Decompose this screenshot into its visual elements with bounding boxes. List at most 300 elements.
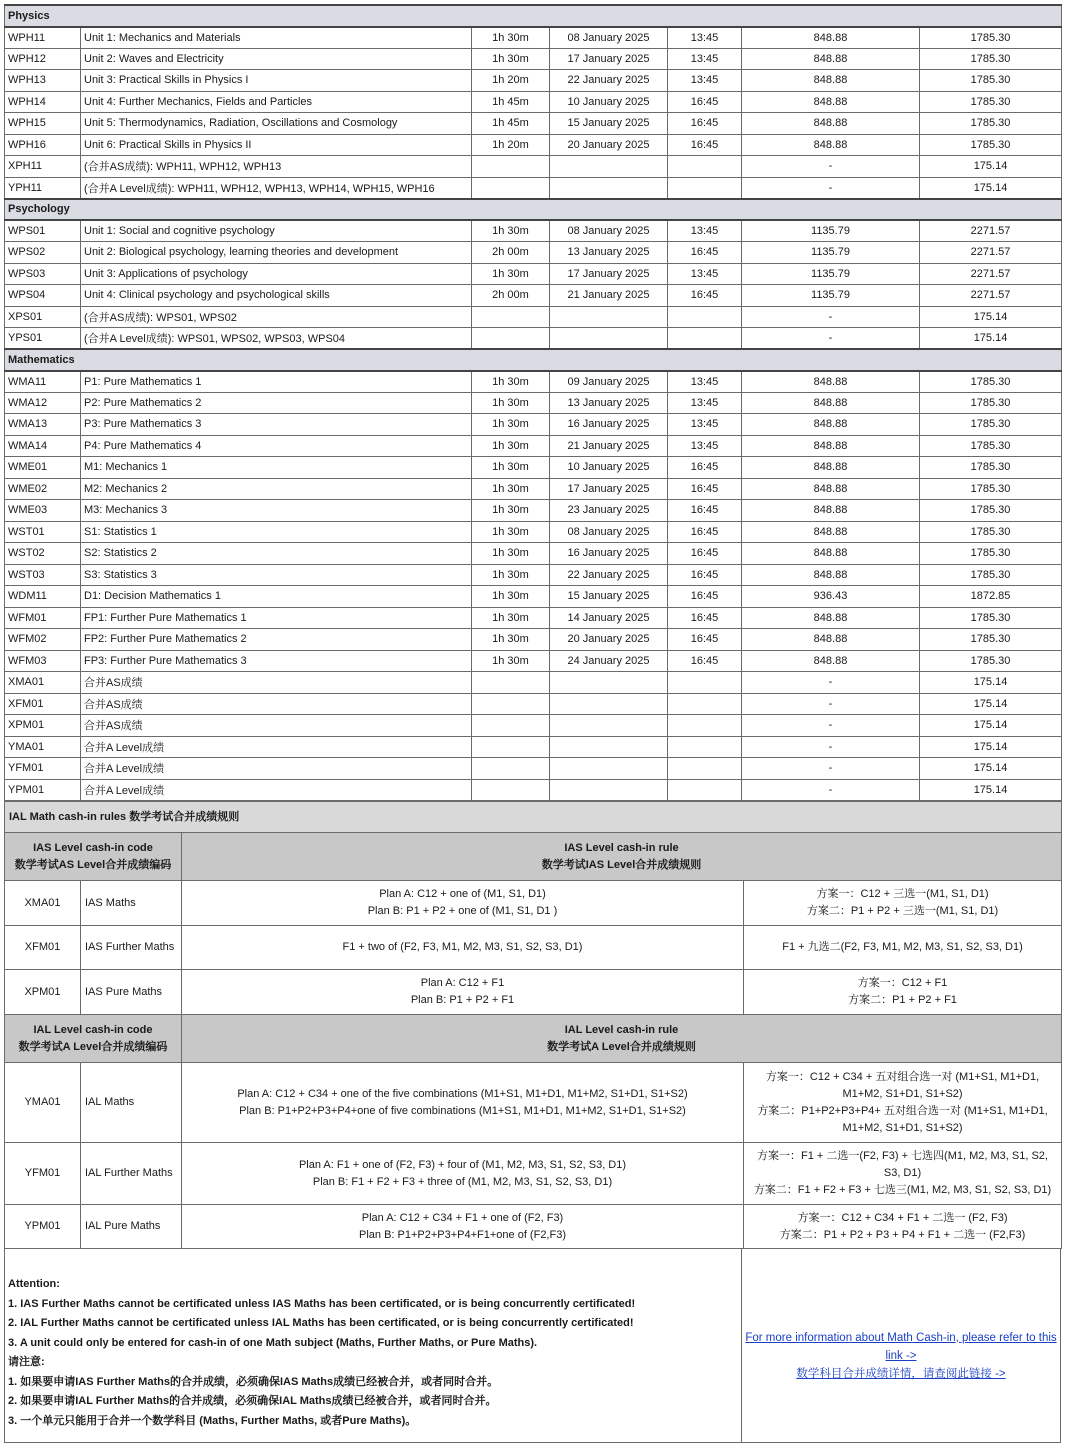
unit-title: FP2: Further Pure Mathematics 2 [81, 629, 472, 651]
duration [472, 715, 550, 737]
table-row [5, 27, 1062, 49]
exam-date: 16 January 2025 [550, 543, 668, 565]
table-row [5, 779, 1062, 801]
unit-code: YFM01 [5, 758, 81, 780]
exam-date [550, 672, 668, 694]
duration [472, 306, 550, 328]
duration: 2h 00m [472, 242, 550, 264]
rule-line: Plan B: P1 + P2 + F1 [410, 994, 515, 1006]
fee-2: 1785.30 [920, 113, 1062, 135]
fee-2: 175.14 [920, 715, 1062, 737]
cash-rule-header [182, 833, 1062, 881]
exam-date: 20 January 2025 [550, 134, 668, 156]
unit-title: FP3: Further Pure Mathematics 3 [81, 650, 472, 672]
duration: 1h 30m [472, 629, 550, 651]
exam-date: 20 January 2025 [550, 629, 668, 651]
unit-title: (合并AS成绩): WPH11, WPH12, WPH13 [81, 156, 472, 178]
rule-line: 方案一：C12 + C34 + 五对组合选一对 (M1+S1, M1+D1, M1+M2, S1+D1, S1+S2) [765, 1070, 1040, 1100]
exam-date: 13 January 2025 [550, 392, 668, 414]
unit-code: WFM01 [5, 607, 81, 629]
cash-rule-row [5, 1205, 1062, 1249]
link-more-info-en[interactable]: For more information about Math Cash-in, please refer to this link -> [745, 1331, 1057, 1362]
table-row [5, 543, 1062, 565]
duration: 1h 30m [472, 263, 550, 285]
unit-code: WMA13 [5, 414, 81, 436]
fee-1: 848.88 [742, 392, 920, 414]
fee-1: 848.88 [742, 564, 920, 586]
rule-line: 方案二：P1 + P2 + 三选一(M1, S1, D1) [806, 905, 999, 917]
duration [472, 736, 550, 758]
unit-code: XPS01 [5, 306, 81, 328]
rule-line: Plan A: C12 + C34 + one of the five combinations (M1+S1, M1+D1, M1+M2, S1+D1, S1+S2) [237, 1087, 688, 1100]
fee-2: 1785.30 [920, 392, 1062, 414]
fee-1: 1135.79 [742, 263, 920, 285]
unit-title: P3: Pure Mathematics 3 [81, 414, 472, 436]
table-row [5, 693, 1062, 715]
unit-title: (合并A Level成绩): WPH11, WPH12, WPH13, WPH14, WPH15, WPH16 [81, 177, 472, 199]
fee-1: 848.88 [742, 500, 920, 522]
table-row [5, 113, 1062, 135]
rule-line: F1 + two of (F2, F3, M1, M2, M3, S1, S2, S3, D1) [342, 941, 583, 953]
fee-1: 848.88 [742, 521, 920, 543]
unit-code: YPS01 [5, 328, 81, 350]
unit-code: WPH15 [5, 113, 81, 135]
fee-2: 175.14 [920, 693, 1062, 715]
fee-2: 175.14 [920, 156, 1062, 178]
start-time: 16:45 [668, 500, 742, 522]
subject-name: IAL Further Maths [81, 1143, 182, 1205]
fee-1: - [742, 156, 920, 178]
unit-title: M3: Mechanics 3 [81, 500, 472, 522]
rule-line: IAS Level cash-in code [33, 841, 153, 854]
unit-title: S3: Statistics 3 [81, 564, 472, 586]
fee-1: 848.88 [742, 607, 920, 629]
start-time: 16:45 [668, 586, 742, 608]
note-line: 3. A unit could only be entered for cash-in of one Math subject (Maths, Further Maths, or Pure Maths). [8, 1336, 538, 1349]
fee-2: 2271.57 [920, 263, 1062, 285]
rule-en [182, 1143, 744, 1205]
exam-date: 08 January 2025 [550, 220, 668, 242]
duration: 1h 30m [472, 521, 550, 543]
unit-title: Unit 3: Applications of psychology [81, 263, 472, 285]
fee-1: - [742, 736, 920, 758]
start-time: 13:45 [668, 48, 742, 70]
start-time: 13:45 [668, 371, 742, 393]
cash-code: XMA01 [5, 881, 81, 926]
fee-2: 2271.57 [920, 242, 1062, 264]
fee-2: 1785.30 [920, 70, 1062, 92]
unit-title: Unit 2: Waves and Electricity [81, 48, 472, 70]
exam-date [550, 156, 668, 178]
section-title: Mathematics [5, 349, 1062, 371]
duration: 2h 00m [472, 285, 550, 307]
subject-name: IAL Maths [81, 1063, 182, 1143]
fee-1: 848.88 [742, 629, 920, 651]
fee-1: 1135.79 [742, 220, 920, 242]
exam-date: 08 January 2025 [550, 521, 668, 543]
unit-code: XPM01 [5, 715, 81, 737]
duration: 1h 20m [472, 70, 550, 92]
unit-title: 合并A Level成绩 [81, 758, 472, 780]
fee-2: 1785.30 [920, 500, 1062, 522]
fee-1: 848.88 [742, 543, 920, 565]
cash-rule-row [5, 1063, 1062, 1143]
table-row [5, 500, 1062, 522]
duration: 1h 30m [472, 414, 550, 436]
duration: 1h 45m [472, 91, 550, 113]
cash-code-header [5, 833, 182, 881]
exam-date [550, 779, 668, 801]
start-time: 16:45 [668, 564, 742, 586]
exam-date: 15 January 2025 [550, 586, 668, 608]
duration [472, 672, 550, 694]
start-time: 13:45 [668, 263, 742, 285]
table-row [5, 650, 1062, 672]
unit-code: WST03 [5, 564, 81, 586]
duration [472, 156, 550, 178]
unit-title: P1: Pure Mathematics 1 [81, 371, 472, 393]
cash-rule-row [5, 1143, 1062, 1205]
unit-title: D1: Decision Mathematics 1 [81, 586, 472, 608]
cash-rule-row [5, 881, 1062, 926]
start-time [668, 672, 742, 694]
duration: 1h 30m [472, 457, 550, 479]
rule-line: 数学考试A Level合并成绩规则 [547, 1040, 696, 1053]
exam-date: 16 January 2025 [550, 414, 668, 436]
rule-en [182, 1205, 744, 1249]
unit-code: WPS04 [5, 285, 81, 307]
fee-1: - [742, 715, 920, 737]
unit-title: M1: Mechanics 1 [81, 457, 472, 479]
fee-2: 1785.30 [920, 650, 1062, 672]
unit-title: Unit 3: Practical Skills in Physics I [81, 70, 472, 92]
rule-line: 方案二：P1 + P2 + F1 [848, 994, 957, 1006]
table-row [5, 220, 1062, 242]
note-line: 1. 如果要申请IAS Further Maths的合并成绩，必须确保IAS Maths成绩已经被合并，或者同时合并。 [8, 1375, 499, 1388]
subject-name: IAS Pure Maths [81, 970, 182, 1015]
unit-title: Unit 2: Biological psychology, learning theories and development [81, 242, 472, 264]
start-time: 13:45 [668, 392, 742, 414]
duration: 1h 30m [472, 27, 550, 49]
rule-cn [744, 1205, 1062, 1249]
rule-line: Plan B: P1+P2+P3+P4+one of five combinations (M1+S1, M1+D1, M1+M2, S1+D1, S1+S2) [239, 1104, 686, 1117]
note-line: 请注意: [8, 1356, 45, 1368]
fee-1: 848.88 [742, 70, 920, 92]
rule-line: Plan B: P1+P2+P3+P4+F1+one of (F2,F3) [359, 1228, 566, 1241]
cash-code-header [5, 1015, 182, 1063]
rule-cn [744, 970, 1062, 1015]
duration [472, 758, 550, 780]
exam-timetable [4, 4, 1062, 801]
exam-date: 17 January 2025 [550, 48, 668, 70]
duration: 1h 30m [472, 543, 550, 565]
exam-date: 13 January 2025 [550, 242, 668, 264]
table-row [5, 156, 1062, 178]
start-time: 16:45 [668, 457, 742, 479]
duration: 1h 30m [472, 220, 550, 242]
ias_header-header-row [5, 833, 1062, 881]
start-time [668, 328, 742, 350]
fee-2: 1785.30 [920, 48, 1062, 70]
exam-date: 17 January 2025 [550, 263, 668, 285]
unit-code: WST01 [5, 521, 81, 543]
unit-title: 合并A Level成绩 [81, 736, 472, 758]
fee-1: 1135.79 [742, 242, 920, 264]
rule-line: Plan A: F1 + one of (F2, F3) + four of (M1, M2, M3, S1, S2, S3, D1) [298, 1158, 627, 1171]
duration: 1h 30m [472, 435, 550, 457]
ial_header-header-row [5, 1015, 1062, 1063]
subject-name: IAS Further Maths [81, 926, 182, 970]
unit-code: WST02 [5, 543, 81, 565]
fee-2: 2271.57 [920, 220, 1062, 242]
rule-line: 方案一：F1 + 二选一(F2, F3) + 七选四(M1, M2, M3, S1, S2, S3, D1) [757, 1150, 1048, 1179]
unit-code: WPH12 [5, 48, 81, 70]
fee-1: 848.88 [742, 371, 920, 393]
table-row [5, 328, 1062, 350]
exam-date [550, 177, 668, 199]
table-row [5, 70, 1062, 92]
duration: 1h 30m [472, 478, 550, 500]
table-row [5, 414, 1062, 436]
unit-code: WPS01 [5, 220, 81, 242]
rule-cn [744, 1063, 1062, 1143]
unit-title: P4: Pure Mathematics 4 [81, 435, 472, 457]
exam-date: 10 January 2025 [550, 91, 668, 113]
rule-line: IAL Level cash-in code [33, 1023, 153, 1036]
unit-code: YPH11 [5, 177, 81, 199]
fee-2: 175.14 [920, 758, 1062, 780]
unit-code: WPH14 [5, 91, 81, 113]
fee-1: - [742, 779, 920, 801]
exam-date [550, 328, 668, 350]
unit-code: WMA14 [5, 435, 81, 457]
unit-code: YMA01 [5, 736, 81, 758]
cash-code: YPM01 [5, 1205, 81, 1249]
table-row [5, 134, 1062, 156]
duration: 1h 30m [472, 392, 550, 414]
more-info-links [742, 1249, 1060, 1442]
fee-2: 1785.30 [920, 435, 1062, 457]
table-row [5, 371, 1062, 393]
unit-title: FP1: Further Pure Mathematics 1 [81, 607, 472, 629]
note-line: 2. 如果要申请IAL Further Maths的合并成绩，必须确保IAL Maths成绩已经被合并，或者同时合并。 [8, 1395, 497, 1407]
cash-code: XPM01 [5, 970, 81, 1015]
fee-2: 1785.30 [920, 371, 1062, 393]
unit-title: Unit 5: Thermodynamics, Radiation, Oscillations and Cosmology [81, 113, 472, 135]
exam-date: 23 January 2025 [550, 500, 668, 522]
fee-2: 1785.30 [920, 543, 1062, 565]
start-time: 16:45 [668, 242, 742, 264]
unit-title: 合并A Level成绩 [81, 779, 472, 801]
unit-code: WME01 [5, 457, 81, 479]
fee-2: 175.14 [920, 672, 1062, 694]
exam-date: 21 January 2025 [550, 435, 668, 457]
unit-code: WME03 [5, 500, 81, 522]
note-line: 2. IAL Further Maths cannot be certificated unless IAL Maths has been certificated, or is being concurrently certificated! [8, 1317, 634, 1329]
cash-rule-row [5, 926, 1062, 970]
fee-2: 175.14 [920, 177, 1062, 199]
rule-line: IAS Level cash-in rule [564, 841, 679, 854]
attention-notes [5, 1249, 742, 1442]
exam-date [550, 693, 668, 715]
unit-code: XFM01 [5, 693, 81, 715]
table-row [5, 306, 1062, 328]
table-row [5, 478, 1062, 500]
duration [472, 693, 550, 715]
unit-title: (合并AS成绩): WPS01, WPS02 [81, 306, 472, 328]
unit-code: WDM11 [5, 586, 81, 608]
unit-title: S2: Statistics 2 [81, 543, 472, 565]
fee-2: 1785.30 [920, 457, 1062, 479]
start-time: 16:45 [668, 91, 742, 113]
link-more-info-cn[interactable]: 数学科目合并成绩详情，请查阅此链接 -> [796, 1367, 1006, 1380]
fee-1: - [742, 306, 920, 328]
rule-line: 数学考试IAS Level合并成绩规则 [541, 858, 702, 871]
duration: 1h 30m [472, 48, 550, 70]
table-row [5, 177, 1062, 199]
page [4, 4, 1061, 1447]
fee-1: 848.88 [742, 113, 920, 135]
fee-1: - [742, 328, 920, 350]
fee-1: 1135.79 [742, 285, 920, 307]
table-row [5, 457, 1062, 479]
note-line: 1. IAS Further Maths cannot be certificated unless IAS Maths has been certificated, or is being concurrently certificated! [8, 1297, 636, 1310]
unit-code: WMA11 [5, 371, 81, 393]
start-time: 16:45 [668, 478, 742, 500]
fee-1: - [742, 758, 920, 780]
start-time [668, 715, 742, 737]
rule-line: 方案一：C12 + F1 [857, 977, 948, 989]
duration: 1h 30m [472, 500, 550, 522]
fee-2: 175.14 [920, 779, 1062, 801]
fee-1: 848.88 [742, 91, 920, 113]
exam-date [550, 715, 668, 737]
exam-date: 14 January 2025 [550, 607, 668, 629]
start-time: 16:45 [668, 543, 742, 565]
start-time: 13:45 [668, 220, 742, 242]
fee-2: 175.14 [920, 306, 1062, 328]
unit-code: WPS03 [5, 263, 81, 285]
table-row [5, 736, 1062, 758]
unit-title: (合并A Level成绩): WPS01, WPS02, WPS03, WPS04 [81, 328, 472, 350]
fee-1: 848.88 [742, 27, 920, 49]
fee-1: 848.88 [742, 478, 920, 500]
rule-line: 方案二：P1 + P2 + P3 + P4 + F1 + 二选一 (F2,F3) [779, 1228, 1026, 1241]
exam-date [550, 736, 668, 758]
unit-code: XPH11 [5, 156, 81, 178]
unit-title: 合并AS成绩 [81, 672, 472, 694]
unit-code: WPS02 [5, 242, 81, 264]
exam-date: 10 January 2025 [550, 457, 668, 479]
unit-code: WMA12 [5, 392, 81, 414]
fee-1: 848.88 [742, 457, 920, 479]
start-time [668, 156, 742, 178]
exam-date [550, 306, 668, 328]
table-row [5, 672, 1062, 694]
section-header [5, 349, 1062, 371]
fee-2: 1785.30 [920, 629, 1062, 651]
unit-code: WFM03 [5, 650, 81, 672]
rule-en [182, 926, 744, 970]
rule-line: Plan A: C12 + C34 + F1 + one of (F2, F3) [361, 1211, 564, 1224]
fee-2: 1785.30 [920, 91, 1062, 113]
section-header [5, 5, 1062, 27]
rule-line: 方案一：C12 + C34 + F1 + 二选一 (F2, F3) [797, 1211, 1008, 1224]
unit-title: Unit 4: Clinical psychology and psychological skills [81, 285, 472, 307]
start-time: 13:45 [668, 435, 742, 457]
cash-code: YMA01 [5, 1063, 81, 1143]
fee-1: - [742, 177, 920, 199]
cash-code: XFM01 [5, 926, 81, 970]
cash-title: IAL Math cash-in rules 数学考试合并成绩规则 [5, 802, 1062, 833]
exam-date: 15 January 2025 [550, 113, 668, 135]
rule-line: Plan B: F1 + F2 + F3 + three of (M1, M2, M3, S1, S2, S3, D1) [312, 1175, 613, 1188]
section-title: Psychology [5, 199, 1062, 221]
fee-2: 1785.30 [920, 564, 1062, 586]
fee-2: 1785.30 [920, 478, 1062, 500]
exam-date: 09 January 2025 [550, 371, 668, 393]
duration [472, 328, 550, 350]
rule-line: 方案二：F1 + F2 + F3 + 七选三(M1, M2, M3, S1, S2, S3, D1) [753, 1184, 1052, 1196]
rule-line: 方案一：C12 + 三选一(M1, S1, D1) [816, 888, 989, 900]
subject-name: IAS Maths [81, 881, 182, 926]
fee-2: 1785.30 [920, 521, 1062, 543]
fee-1: 936.43 [742, 586, 920, 608]
exam-date [550, 758, 668, 780]
rule-en [182, 1063, 744, 1143]
fee-2: 1785.30 [920, 414, 1062, 436]
rule-line: 数学考试A Level合并成绩编码 [18, 1040, 168, 1053]
subject-name: IAL Pure Maths [81, 1205, 182, 1249]
rule-line: Plan A: C12 + one of (M1, S1, D1) [379, 888, 546, 900]
cash-rule-row [5, 970, 1062, 1015]
exam-date: 22 January 2025 [550, 70, 668, 92]
unit-title: 合并AS成绩 [81, 715, 472, 737]
duration: 1h 30m [472, 650, 550, 672]
start-time: 16:45 [668, 134, 742, 156]
exam-date: 24 January 2025 [550, 650, 668, 672]
duration: 1h 30m [472, 607, 550, 629]
fee-2: 1785.30 [920, 607, 1062, 629]
unit-code: WPH16 [5, 134, 81, 156]
rule-line: 数学考试AS Level合并成绩编码 [14, 858, 172, 871]
rule-en [182, 970, 744, 1015]
fee-1: - [742, 672, 920, 694]
fee-2: 1785.30 [920, 134, 1062, 156]
table-row [5, 586, 1062, 608]
table-row [5, 263, 1062, 285]
start-time: 16:45 [668, 607, 742, 629]
fee-2: 1872.85 [920, 586, 1062, 608]
start-time [668, 779, 742, 801]
unit-title: S1: Statistics 1 [81, 521, 472, 543]
fee-1: 848.88 [742, 134, 920, 156]
cash-code: YFM01 [5, 1143, 81, 1205]
cash-rule-header [182, 1015, 1062, 1063]
start-time [668, 177, 742, 199]
table-row [5, 607, 1062, 629]
rule-line: Plan A: C12 + F1 [420, 977, 505, 989]
fee-1: 848.88 [742, 48, 920, 70]
notes-panel [4, 1249, 1061, 1443]
table-row [5, 715, 1062, 737]
table-row [5, 564, 1062, 586]
start-time: 13:45 [668, 70, 742, 92]
note-line: 3. 一个单元只能用于合并一个数学科目 (Maths, Further Maths, 或者Pure Maths)。 [8, 1414, 417, 1427]
section-header [5, 199, 1062, 221]
rule-line: Plan B: P1 + P2 + one of (M1, S1, D1 ) [367, 905, 558, 917]
exam-date: 08 January 2025 [550, 27, 668, 49]
